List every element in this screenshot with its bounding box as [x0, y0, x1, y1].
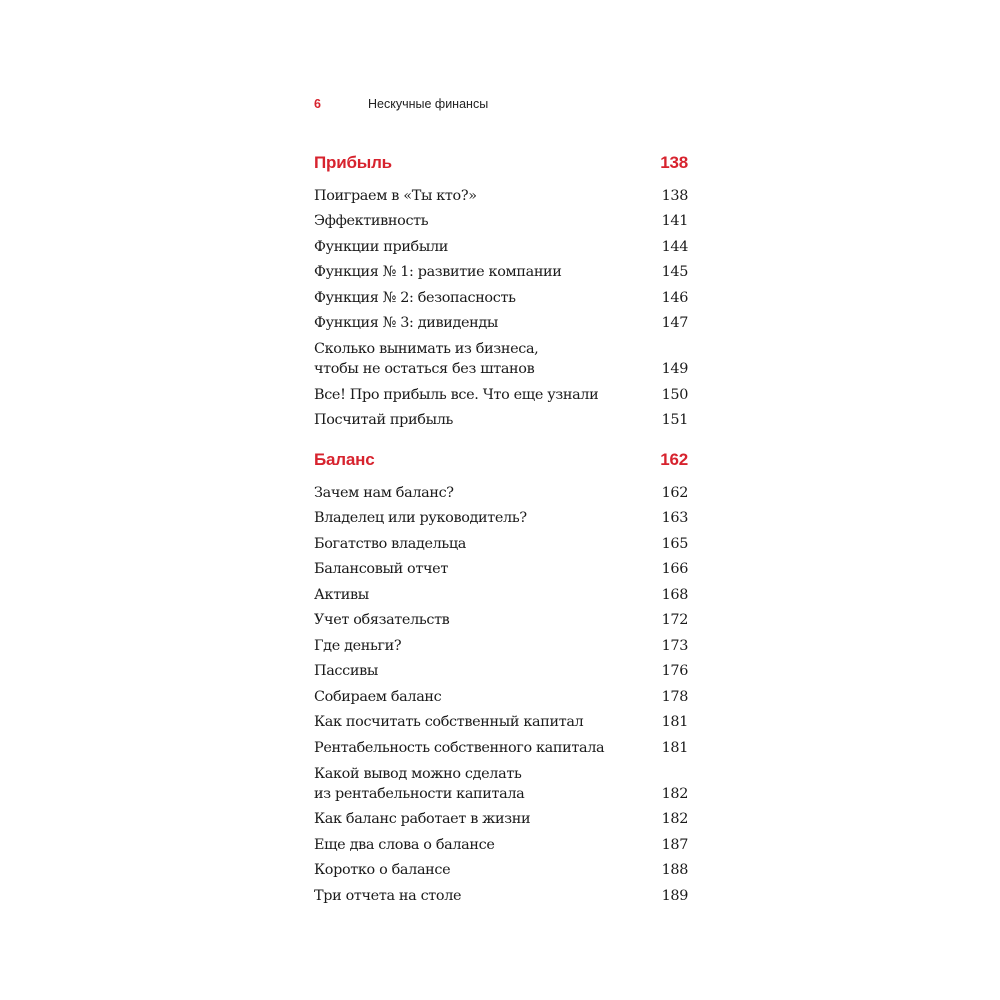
entry-page: 146: [661, 289, 688, 306]
entry-title: Как посчитать собственный капитал: [314, 714, 584, 730]
toc-entry[interactable]: [314, 656, 688, 682]
toc-entry[interactable]: [314, 231, 688, 257]
entry-title: Учет обязательств: [314, 612, 450, 628]
running-head: [314, 97, 488, 117]
entry-title: Рентабельность собственного капитала: [314, 739, 605, 756]
entry-page: 150: [661, 386, 688, 403]
entry-page: 149: [661, 361, 688, 377]
toc-entry[interactable]: [314, 579, 688, 605]
entry-page: 138: [661, 187, 688, 204]
entry-title: Активы: [314, 586, 369, 603]
section-title: Баланс: [314, 450, 375, 469]
section-heading[interactable]: [314, 153, 688, 180]
entry-title: Сколько вынимать из бизнеса, чтобы не остаться без штанов: [314, 341, 539, 377]
entry-title: Как баланс работает в жизни: [314, 811, 531, 827]
entry-title: Зачем нам баланс?: [314, 484, 454, 501]
toc-entries: [314, 477, 688, 906]
toc-entry[interactable]: [314, 605, 688, 631]
entry-title: Все! Про прибыль все. Что еще узнали: [314, 386, 599, 403]
toc-entry[interactable]: [314, 829, 688, 855]
entry-page: 181: [661, 739, 688, 756]
section-page: 138: [660, 153, 688, 172]
toc-entry[interactable]: [314, 804, 688, 830]
entry-page: 151: [661, 412, 688, 428]
section-page: 162: [660, 450, 688, 469]
entry-page: 181: [661, 714, 688, 730]
entry-page: 145: [661, 264, 688, 280]
toc-entry[interactable]: [314, 758, 688, 804]
toc-entry[interactable]: [314, 681, 688, 707]
page-number: 6: [314, 97, 321, 111]
entry-title: Функция № 3: дивиденды: [314, 315, 498, 331]
entry-title: Посчитай прибыль: [314, 412, 453, 428]
entry-title: Функции прибыли: [314, 238, 449, 255]
toc-entry[interactable]: [314, 554, 688, 580]
entry-title: Богатство владельца: [314, 535, 467, 552]
toc-entry[interactable]: [314, 732, 688, 758]
toc-entry[interactable]: [314, 477, 688, 503]
toc-entry[interactable]: [314, 379, 688, 405]
entry-title: Функция № 1: развитие компании: [314, 264, 562, 280]
entry-title: Функция № 2: безопасность: [314, 289, 516, 306]
section-heading[interactable]: [314, 450, 688, 477]
entry-title: Владелец или руководитель?: [314, 510, 527, 526]
toc-entry[interactable]: [314, 257, 688, 283]
toc-entry[interactable]: [314, 880, 688, 906]
entry-page: 165: [661, 535, 688, 552]
entry-title: Эффективность: [314, 213, 429, 229]
toc-entry[interactable]: [314, 282, 688, 308]
entry-page: 168: [661, 586, 688, 603]
entry-title: Балансовый отчет: [314, 561, 448, 577]
entry-title: Собираем баланс: [314, 688, 442, 705]
entry-page: 178: [661, 688, 688, 705]
toc-section-balance: [314, 450, 688, 906]
entry-page: 189: [661, 887, 688, 904]
toc-entry[interactable]: [314, 630, 688, 656]
entry-page: 141: [661, 213, 688, 229]
entry-title: Три отчета на столе: [314, 887, 462, 904]
entry-page: 187: [661, 836, 688, 853]
entry-page: 176: [661, 663, 688, 679]
toc-entry[interactable]: [314, 528, 688, 554]
book-title: Нескучные финансы: [368, 97, 489, 111]
entry-page: 173: [661, 637, 688, 654]
entry-page: 172: [661, 612, 688, 628]
entry-title: Поиграем в «Ты кто?»: [314, 187, 477, 204]
entry-title: Какой вывод можно сделать из рентабельности капитала: [314, 765, 525, 802]
toc-entry[interactable]: [314, 855, 688, 881]
entry-page: 182: [661, 785, 688, 802]
entry-page: 162: [661, 484, 688, 501]
entry-page: 163: [661, 510, 688, 526]
entry-title: Коротко о балансе: [314, 862, 451, 878]
toc-entry[interactable]: [314, 405, 688, 431]
toc-entry[interactable]: [314, 503, 688, 529]
toc-entry[interactable]: [314, 333, 688, 379]
toc-entries: [314, 180, 688, 430]
entry-page: 166: [661, 561, 688, 577]
entry-title: Еще два слова о балансе: [314, 836, 495, 853]
entry-title: Где деньги?: [314, 637, 402, 654]
section-title: Прибыль: [314, 153, 392, 172]
toc-section-profit: [314, 153, 688, 430]
entry-page: 147: [661, 315, 688, 331]
toc-entry[interactable]: [314, 707, 688, 733]
toc-entry[interactable]: [314, 308, 688, 334]
entry-page: 144: [661, 238, 688, 255]
toc-entry[interactable]: [314, 180, 688, 206]
entry-page: 182: [661, 811, 688, 827]
entry-page: 188: [661, 862, 688, 878]
entry-title: Пассивы: [314, 663, 378, 679]
toc-entry[interactable]: [314, 206, 688, 232]
